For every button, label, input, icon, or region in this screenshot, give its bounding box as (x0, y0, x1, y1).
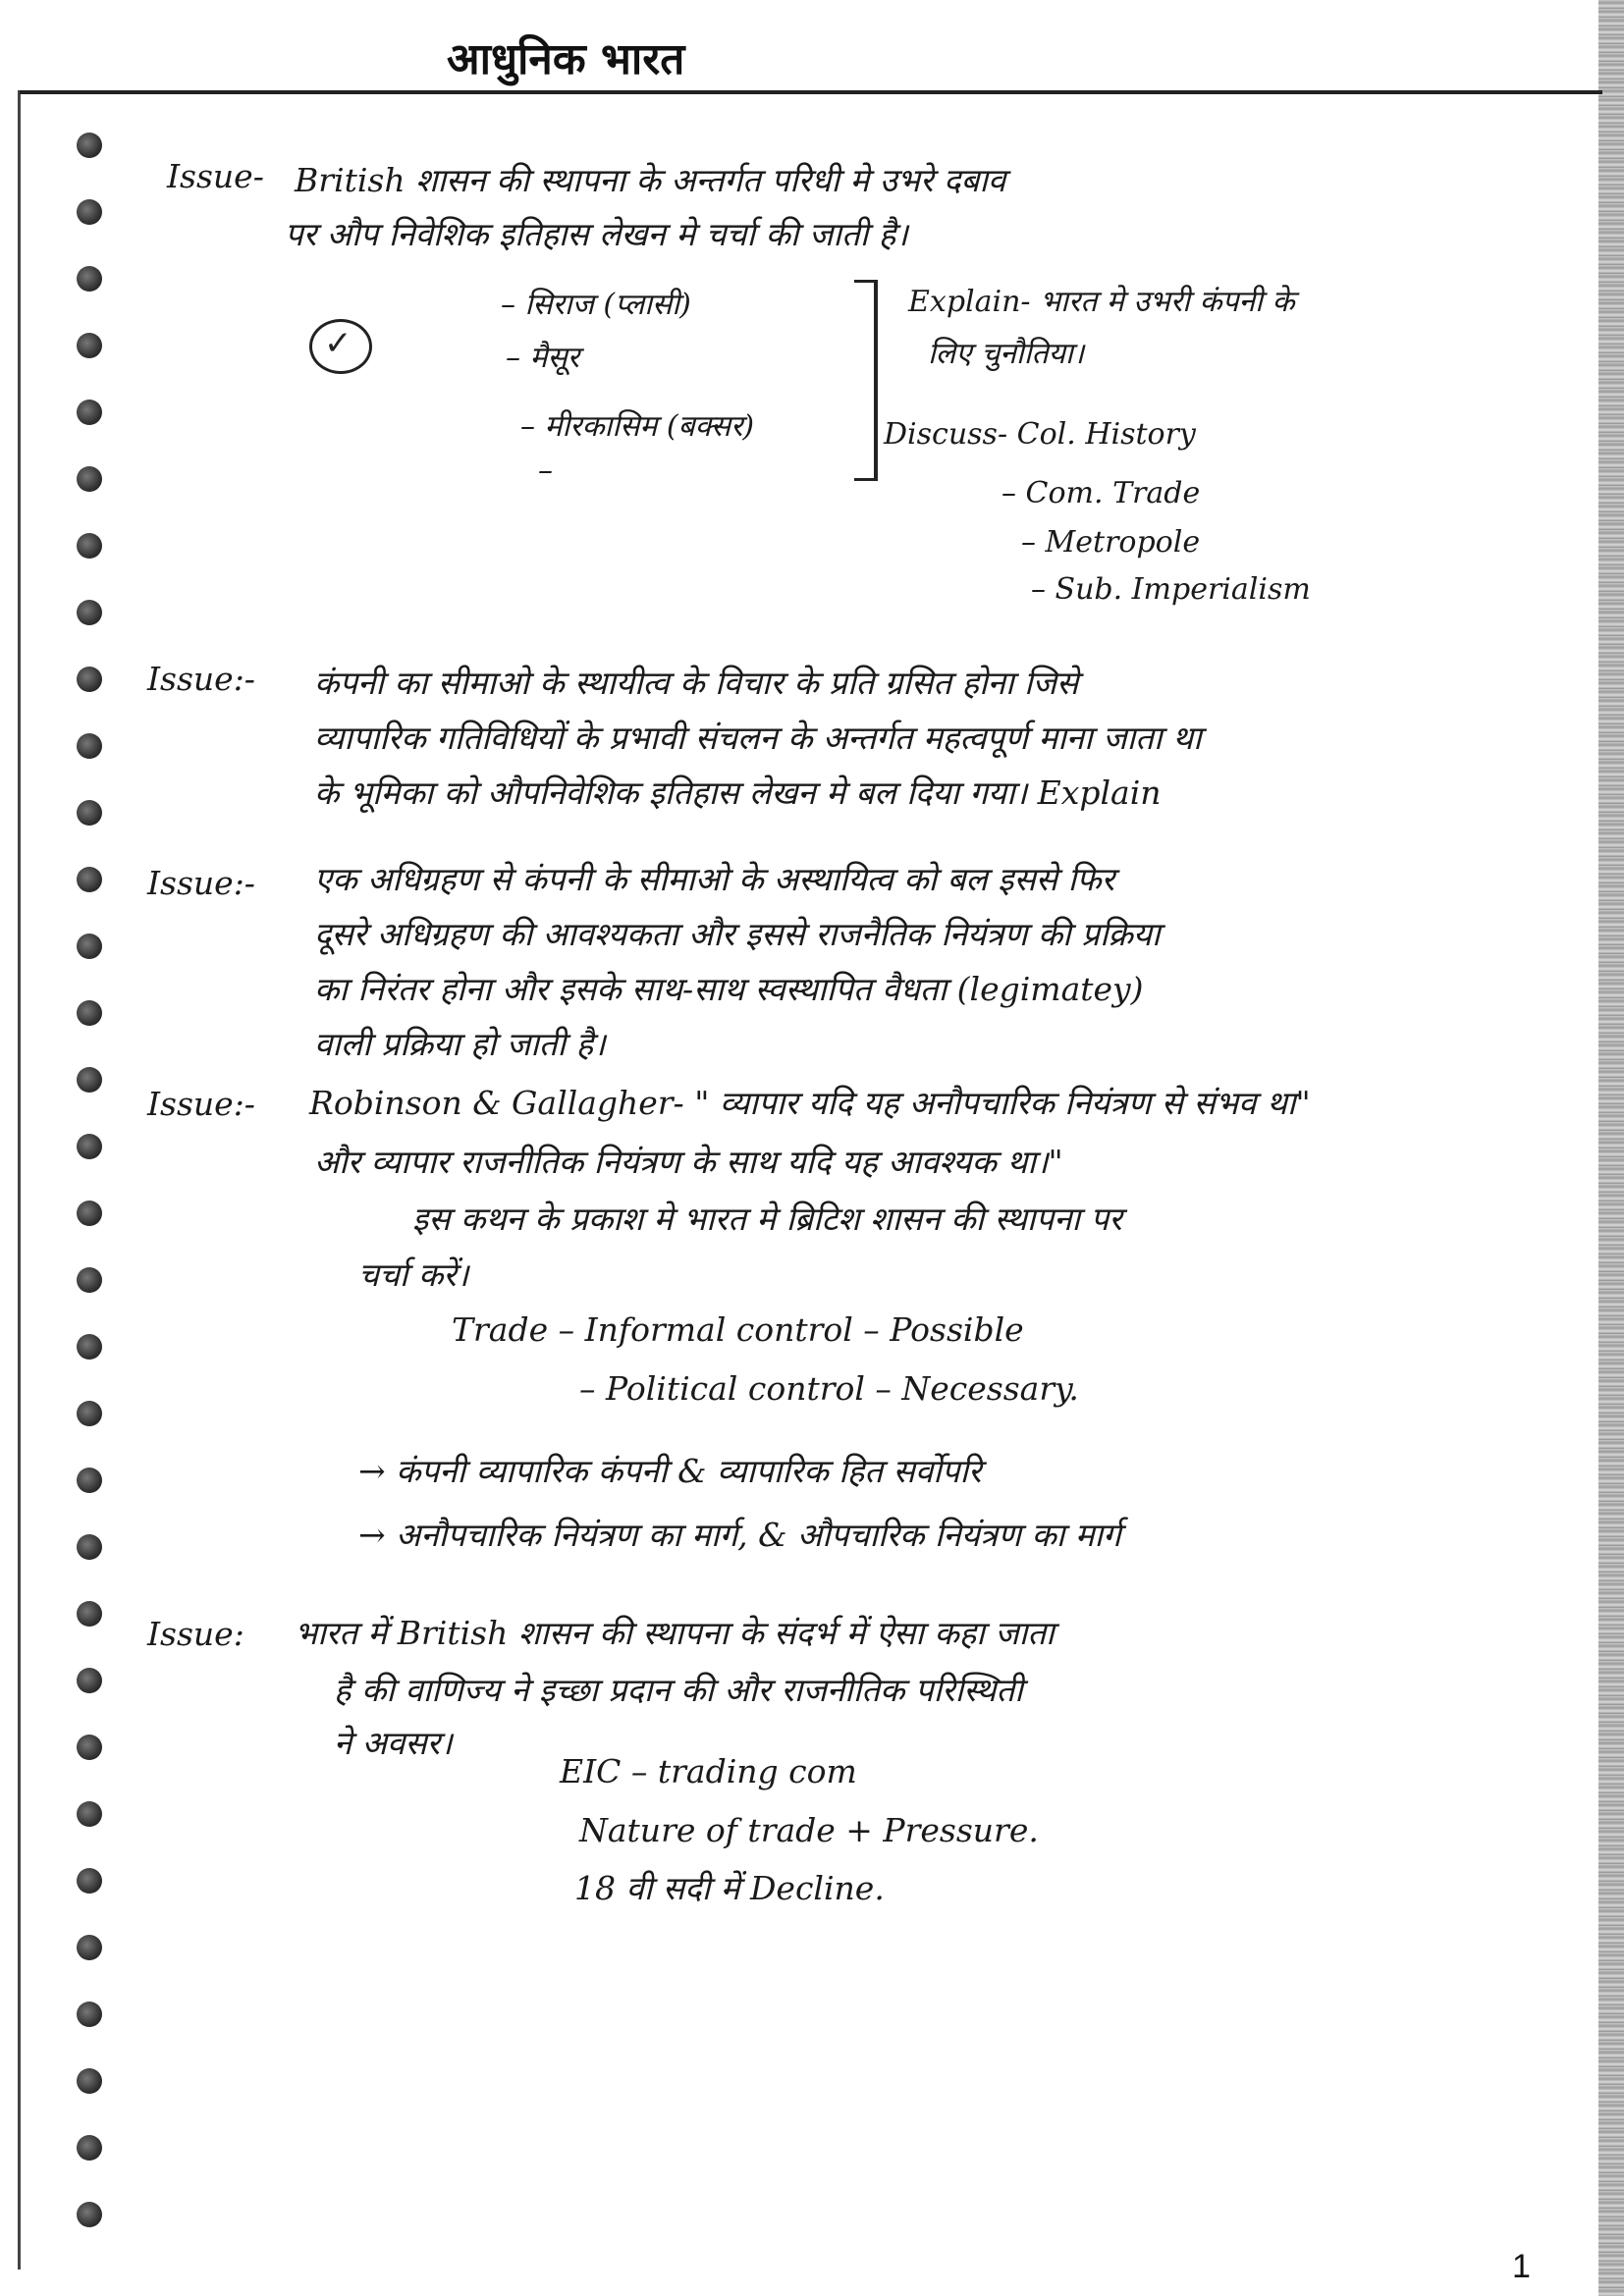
issue-label: Issue:- (147, 864, 255, 902)
binding-hole (77, 2135, 102, 2161)
issue-2-line-3: के भूमिका को औपनिवेशिक इतिहास लेखन मे बल दिया गया। Explain (314, 774, 1162, 812)
binding-hole (77, 2202, 102, 2227)
page-title: आधुनिक भारत (447, 34, 685, 84)
issue-5-line-2: है की वाणिज्य ने इच्छा प्रदान की और राजनीतिक परिस्थिती (334, 1671, 1023, 1709)
binding-hole (77, 1534, 102, 1560)
bracket-top (854, 280, 876, 283)
issue-4-line-3: इस कथन के प्रकाश मे भारत मे ब्रिटिश शासन की स्थापना पर (412, 1200, 1122, 1238)
list-item-mirqasim: – मीरकासिम (बक्सर) (520, 409, 755, 444)
note-decline: 18 वी सदी में Decline. (574, 1869, 885, 1907)
trade-line-2: – Political control – Necessary. (579, 1369, 1079, 1408)
binding-hole (77, 133, 102, 158)
issue-1-line-1: British शासन की स्थापना के अन्तर्गत परिधी मे उभरे दबाव (295, 161, 1006, 199)
issue-3-line-4: वाली प्रक्रिया हो जाती है। (314, 1025, 606, 1063)
binding-hole (77, 1201, 102, 1226)
binding-hole (77, 1401, 102, 1426)
issue-1-line-2: पर औप निवेशिक इतिहास लेखन मे चर्चा की जाती है। (285, 215, 908, 253)
list-item-blank: – (538, 454, 553, 488)
binding-hole (77, 266, 102, 292)
binding-hole (77, 600, 102, 625)
binding-hole (77, 1067, 102, 1093)
arrow-point-2: → अनौपचारिक नियंत्रण का मार्ग, & औपचारिक नियंत्रण का मार्ग (358, 1516, 1121, 1554)
list-item-siraj: – सिराज (प्लासी) (501, 288, 691, 322)
binding-hole (77, 1334, 102, 1360)
scan-edge (1598, 0, 1624, 2296)
binding-hole (77, 533, 102, 559)
issue-2-line-1: कंपनी का सीमाओ के स्थायीत्व के विचार के प्रति ग्रसित होना जिसे (314, 664, 1079, 702)
list-item-mysore: – मैसूर (506, 341, 580, 375)
binding-hole (77, 1801, 102, 1827)
note-nature-trade: Nature of trade + Pressure. (579, 1811, 1039, 1849)
header-line (20, 90, 1602, 94)
discuss-line: Discuss- Col. History (884, 417, 1196, 452)
issue-4-line-2: और व्यापार राजनीतिक नियंत्रण के साथ यदि यह आवश्यक था।" (314, 1143, 1063, 1181)
margin-line (18, 90, 21, 2269)
binding-hole (77, 1267, 102, 1293)
page-number: 1 (1512, 2248, 1531, 2285)
bracket (874, 280, 878, 481)
binding-hole (77, 1668, 102, 1693)
issue-4-line-4: चर्चा करें। (358, 1255, 469, 1294)
binding-hole (77, 466, 102, 492)
binding-hole (77, 400, 102, 425)
issue-label: Issue:- (147, 1085, 255, 1123)
explain-line-1: Explain- भारत मे उभरी कंपनी के (908, 285, 1295, 319)
trade-line-1: Trade – Informal control – Possible (452, 1310, 1024, 1349)
arrow-point-1: → कंपनी व्यापारिक कंपनी & व्यापारिक हित सर्वोपरि (358, 1452, 982, 1490)
note-eic: EIC – trading com (560, 1752, 857, 1790)
explain-line-2: लिए चुनौतिया। (928, 337, 1085, 371)
discuss-item-metropole: – Metropole (1021, 525, 1201, 560)
binding-hole (77, 1134, 102, 1159)
issue-label: Issue- (167, 157, 264, 195)
binding-hole (77, 1735, 102, 1760)
issue-5-line-3: ने अवसर। (334, 1724, 453, 1762)
binding-hole (77, 2068, 102, 2094)
binding-hole (77, 2002, 102, 2027)
bracket-bottom (854, 478, 876, 481)
discuss-item-subimperialism: – Sub. Imperialism (1031, 572, 1311, 607)
issue-3-line-2: दूसरे अधिग्रहण की आवश्यकता और इससे राजनैतिक नियंत्रण की प्रक्रिया (314, 915, 1161, 953)
issue-label: Issue:- (147, 660, 255, 698)
binding-hole (77, 934, 102, 959)
binding-hole (77, 867, 102, 892)
binding-hole (77, 333, 102, 358)
binding-hole (77, 1868, 102, 1894)
issue-4-line-1: Robinson & Gallagher- " व्यापार यदि यह अनौपचारिक नियंत्रण से संभव था" (309, 1084, 1311, 1122)
binding-hole (77, 1468, 102, 1493)
issue-5-line-1: भारत में British शासन की स्थापना के संदर्भ में ऐसा कहा जाता (295, 1614, 1055, 1652)
issue-3-line-1: एक अधिग्रहण से कंपनी के सीमाओ के अस्थायित्व को बल इससे फिर (314, 860, 1115, 898)
issue-2-line-2: व्यापारिक गतिविधियों के प्रभावी संचलन के अन्तर्गत महत्वपूर्ण माना जाता था (314, 719, 1202, 757)
binding-hole (77, 667, 102, 692)
binding-hole (77, 1000, 102, 1026)
issue-3-line-3: का निरंतर होना और इसके साथ-साथ स्वस्थापित वैधता (legimatey) (314, 970, 1144, 1008)
binding-hole (77, 800, 102, 826)
discuss-item-trade: – Com. Trade (1001, 476, 1201, 510)
binding-hole (77, 1935, 102, 1960)
issue-label: Issue: (147, 1615, 244, 1653)
binding-hole (77, 1601, 102, 1627)
binding-hole (77, 199, 102, 225)
binding-hole (77, 733, 102, 759)
check-mark-icon: ✓ (309, 319, 372, 374)
